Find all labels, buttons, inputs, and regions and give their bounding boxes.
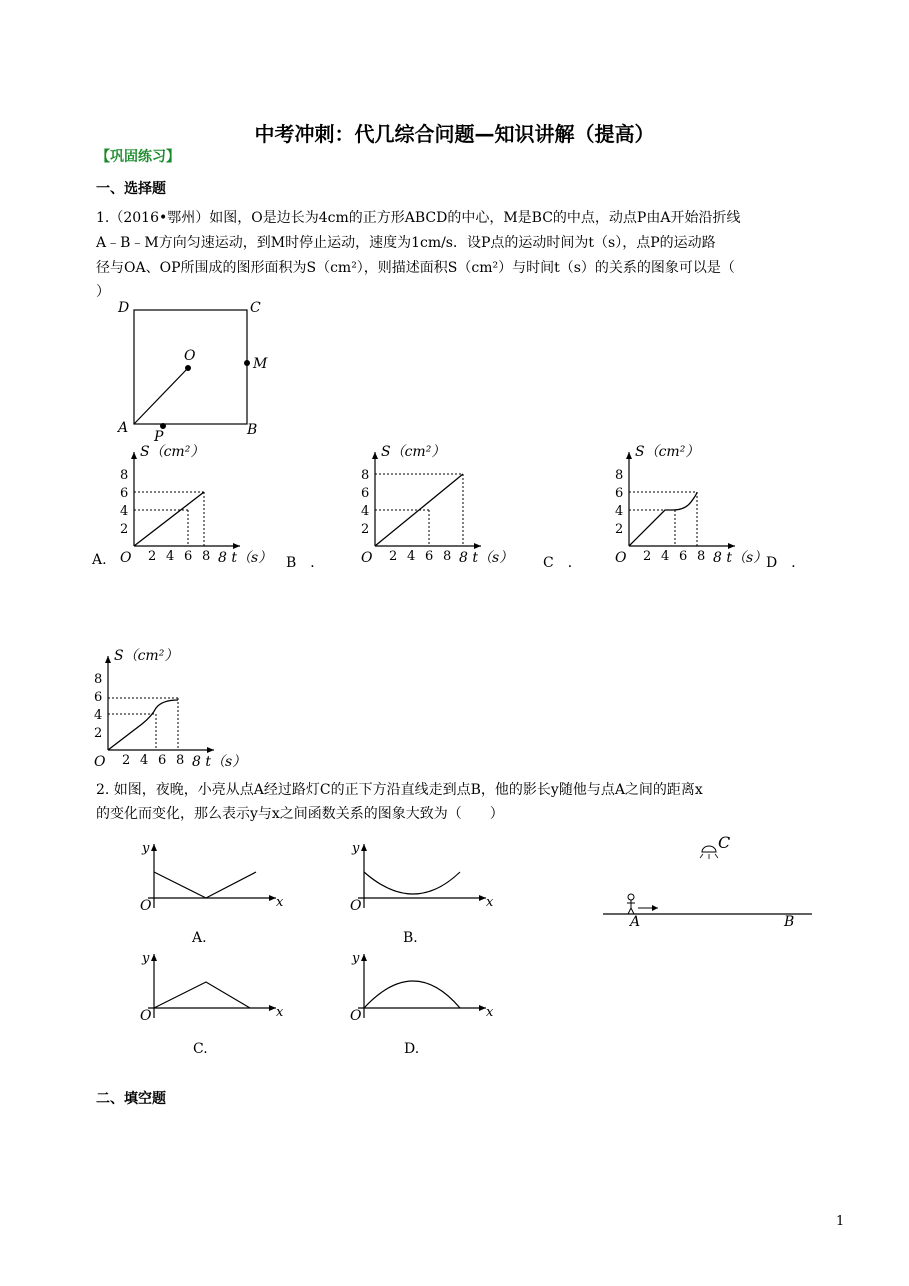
- y-axis-arrow: [105, 656, 111, 663]
- x-tick-label: 2: [148, 549, 157, 564]
- y-tick-label: 2: [361, 522, 370, 537]
- y-axis-label: y: [352, 951, 360, 966]
- x-tick-label: 4: [166, 549, 175, 564]
- x-tick-label: 2: [122, 753, 131, 768]
- y-tick-label: 4: [361, 504, 370, 519]
- x-axis-label: 8 t（s）: [459, 550, 514, 566]
- q2-option-c[interactable]: C.: [193, 1041, 208, 1057]
- x-tick-label: 4: [407, 549, 416, 564]
- graph-curve: [108, 700, 178, 750]
- y-tick-label: 8: [94, 672, 103, 687]
- x-tick-label: 8: [697, 549, 706, 564]
- x-axis-label: 8 t（s）: [218, 550, 273, 566]
- x-axis-arrow: [207, 747, 214, 753]
- origin-label: O: [140, 1008, 152, 1024]
- y-tick-label: 6: [120, 486, 129, 501]
- q1-line4: ）: [96, 284, 110, 300]
- q2-option-b[interactable]: B.: [403, 930, 418, 946]
- q2-line1: 2. 如图，夜晚，小亮从点A经过路灯C的正下方沿直线走到点B，他的影长y随他与点A之间的距离x: [96, 782, 703, 798]
- y-axis-arrow: [361, 844, 367, 851]
- x-tick-label: 8: [202, 549, 211, 564]
- q2-line2: 的变化而变化，那么表示y与x之间函数关系的图象大致为（ ）: [96, 806, 504, 822]
- x-axis-label: x: [276, 895, 284, 910]
- y-axis-label: S（cm²）: [140, 444, 205, 460]
- origin-label: O: [140, 898, 152, 914]
- x-tick-label: 6: [184, 549, 193, 564]
- q1-option-a[interactable]: A.: [92, 552, 107, 568]
- q2-graph-c: [124, 946, 294, 1026]
- q1-graph-b: [351, 438, 521, 570]
- y-axis-label: y: [352, 841, 360, 856]
- origin-label: O: [361, 550, 373, 566]
- q2-option-a[interactable]: A.: [192, 930, 207, 946]
- x-axis-arrow: [479, 895, 486, 901]
- section-choice-title: 一、选择题: [96, 181, 166, 197]
- y-tick-label: 8: [361, 468, 370, 483]
- label-B: B: [247, 422, 258, 438]
- person-icon: [627, 894, 635, 914]
- y-axis-arrow: [151, 844, 157, 851]
- x-tick-label: 8: [176, 753, 185, 768]
- section-fill-title: 二、填空题: [96, 1091, 166, 1107]
- x-axis-label: 8 t（s）: [713, 550, 768, 566]
- y-tick-label: 4: [615, 504, 624, 519]
- q2-graph-d: [334, 946, 504, 1026]
- y-axis-label: S（cm²）: [114, 648, 179, 664]
- graph-curve: [154, 872, 256, 898]
- x-tick-label: 6: [425, 549, 434, 564]
- graph-curve: [134, 492, 204, 546]
- q1-option-d[interactable]: D ．: [766, 555, 806, 571]
- y-axis-label: S（cm²）: [381, 444, 446, 460]
- graph-curve: [364, 981, 460, 1008]
- y-axis-arrow: [131, 452, 137, 459]
- street-lamp-icon: [700, 846, 718, 859]
- x-axis-arrow: [269, 895, 276, 901]
- q1-option-b[interactable]: B ．: [286, 555, 325, 571]
- q2-graph-b: [334, 836, 504, 916]
- x-axis-arrow: [479, 1005, 486, 1011]
- y-tick-label: 2: [120, 522, 129, 537]
- label-M: M: [253, 356, 268, 372]
- q2-street-scene: [600, 830, 820, 930]
- x-axis-label: 8 t（s）: [192, 754, 247, 770]
- origin-label: O: [94, 754, 106, 770]
- y-tick-label: 6: [94, 690, 103, 705]
- practice-tag: 【巩固练习】: [96, 149, 180, 165]
- y-tick-label: 8: [120, 468, 129, 483]
- scene-label-B: B: [784, 914, 795, 930]
- arrow-right-icon: [638, 905, 658, 911]
- q1-line1: 1.（2016•鄂州）如图，O是边长为4cm的正方形ABCD的中心，M是BC的中点，动点P由A开始沿折线: [96, 210, 741, 226]
- q2-graph-a: [124, 836, 294, 916]
- x-tick-label: 6: [679, 549, 688, 564]
- x-tick-label: 6: [158, 753, 167, 768]
- y-tick-label: 4: [120, 504, 129, 519]
- x-tick-label: 4: [661, 549, 670, 564]
- label-A: A: [118, 420, 129, 436]
- y-tick-label: 8: [615, 468, 624, 483]
- q1-option-c[interactable]: C ．: [543, 555, 582, 571]
- y-axis-arrow: [626, 452, 632, 459]
- x-tick-label: 2: [389, 549, 398, 564]
- y-axis-label: y: [142, 951, 150, 966]
- y-tick-label: 6: [615, 486, 624, 501]
- y-axis-arrow: [372, 452, 378, 459]
- x-tick-label: 2: [643, 549, 652, 564]
- q1-line2: A﹣B﹣M方向匀速运动，到M时停止运动，速度为1cm/s．设P点的运动时间为t（s），点P的运动路: [96, 235, 716, 251]
- page-title: 中考冲刺：代几综合问题—知识讲解（提高）: [254, 122, 655, 146]
- origin-label: O: [120, 550, 132, 566]
- y-tick-label: 2: [94, 726, 103, 741]
- x-tick-label: 8: [443, 549, 452, 564]
- q1-graph-d: [84, 642, 254, 774]
- y-tick-label: 2: [615, 522, 624, 537]
- origin-label: O: [350, 898, 362, 914]
- x-axis-arrow: [269, 1005, 276, 1011]
- x-axis-label: x: [486, 895, 494, 910]
- q1-graph-c: [605, 438, 775, 570]
- y-axis-label: y: [142, 841, 150, 856]
- label-O: O: [184, 348, 196, 364]
- q1-line3: 径与OA、OP所围成的图形面积为S（cm²），则描述面积S（cm²）与时间t（s）的关系的图象可以是（: [96, 260, 735, 276]
- x-axis-arrow: [233, 543, 240, 549]
- graph-curve: [154, 982, 250, 1008]
- q1-graph-a: [110, 438, 280, 570]
- y-tick-label: 6: [361, 486, 370, 501]
- origin-label: O: [615, 550, 627, 566]
- scene-label-A: A: [630, 914, 641, 930]
- q1-square-figure: [110, 296, 280, 446]
- y-axis-arrow: [151, 954, 157, 961]
- q2-option-d[interactable]: D.: [404, 1041, 420, 1057]
- y-axis-arrow: [361, 954, 367, 961]
- label-P: P: [154, 429, 164, 445]
- label-D: D: [118, 300, 130, 316]
- lamp-label-C: C: [718, 833, 731, 852]
- origin-label: O: [350, 1008, 362, 1024]
- x-axis-label: x: [276, 1005, 284, 1020]
- y-tick-label: 4: [94, 708, 103, 723]
- label-C: C: [250, 300, 261, 316]
- x-axis-arrow: [474, 543, 481, 549]
- graph-curve: [364, 872, 460, 894]
- graph-curve: [629, 492, 697, 546]
- x-tick-label: 4: [140, 753, 149, 768]
- page-number: 1: [836, 1214, 845, 1229]
- x-axis-arrow: [728, 543, 735, 549]
- x-axis-label: x: [486, 1005, 494, 1020]
- y-axis-label: S（cm²）: [635, 444, 700, 460]
